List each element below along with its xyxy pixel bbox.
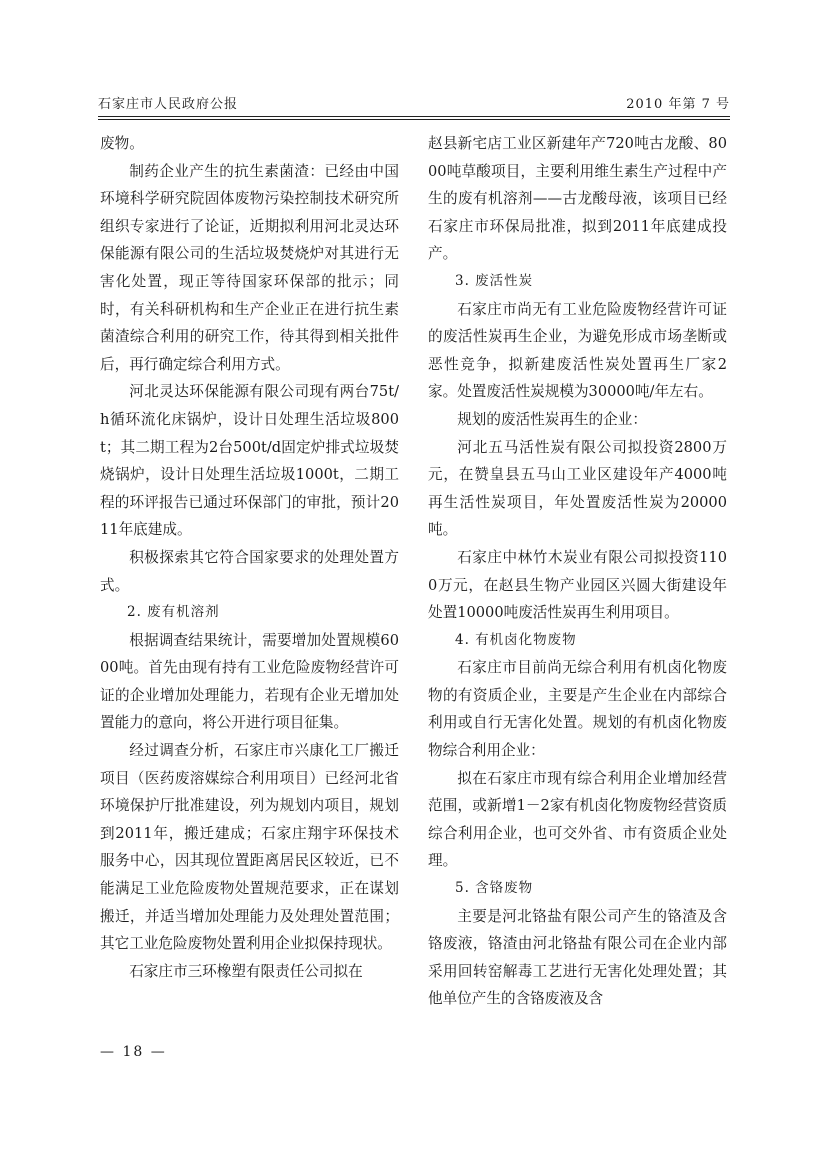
paragraph: 河北五马活性炭有限公司拟投资2800万元，在赞皇县五马山工业区建设年产4000吨再生活性炭项目，年处置废活性炭为20000吨。 (428, 438, 727, 539)
left-column (100, 130, 399, 985)
header-rule-thick (98, 116, 730, 117)
right-column (428, 130, 727, 1013)
paragraph: 石家庄中林竹木炭业有限公司拟投资1100万元，在赵县生物产业园区兴圆大街建设年处置10000吨废活性炭再生利用项目。 (428, 548, 727, 622)
paragraph: 石家庄市目前尚无综合利用有机卤化物废物的有资质企业，主要是产生企业在内部综合利用或自行无害化处置。规划的有机卤化物废物综合利用企业： (428, 659, 727, 760)
paragraph: 拟在石家庄市现有综合利用企业增加经营范围，或新增1－2家有机卤化物废物经营资质综合利用企业，也可交外省、市有资质企业处理。 (428, 769, 727, 870)
publication-title: 石家庄市人民政府公报 (98, 97, 239, 112)
page-header (98, 93, 730, 115)
paragraph: 石家庄市三环橡塑有限责任公司拟在 (129, 962, 363, 980)
section-heading: 2. 废有机溶剂 (127, 604, 220, 621)
section-heading: 5. 含铬废物 (455, 880, 534, 897)
page-number: — 18 — (100, 1044, 167, 1060)
header-rule-thin (98, 119, 730, 120)
paragraph: 根据调查结果统计，需要增加处置规模6000吨。首先由现有持有工业危险废物经营许可证的企业增加处理能力，若现有企业无增加处置能力的意向，将公开进行项目征集。 (100, 631, 399, 732)
paragraph: 规划的废活性炭再生的企业： (457, 410, 647, 428)
paragraph: 积极探索其它符合国家要求的处理处置方式。 (100, 548, 399, 594)
section-heading: 3. 废活性炭 (455, 272, 534, 289)
paragraph: 经过调查分析，石家庄市兴康化工厂搬迁项目（医药废溶媒综合利用项目）已经河北省环境保护厅批准建设，列为规划内项目，规划到2011年，搬迁建成；石家庄翔宇环保技术服务中心，因其现位置距离居民区较近，已不能满足工业危险废物处置规范要求，正在谋划搬迁，并适当增加处理能力及处理处置范围；其它工业危险废物处置利用企业拟保持现状。 (100, 742, 399, 953)
issue-number: 2010 年第 7 号 (626, 97, 730, 112)
paragraph: 河北灵达环保能源有限公司现有两台75t/h循环流化床锅炉，设计日处理生活垃圾800t；其二期工程为2台500t/d固定炉排式垃圾焚烧锅炉，设计日处理生活垃圾1000t，二期工程的环评报告已通过环保部门的审批，预计2011年底建成。 (100, 383, 399, 539)
paragraph: 制药企业产生的抗生素菌渣：已经由中国环境科学研究院固体废物污染控制技术研究所组织专家进行了论证，近期拟利用河北灵达环保能源有限公司的生活垃圾焚烧炉对其进行无害化处置，现正等待国家环保部的批示；同时，有关科研机构和生产企业正在进行抗生素菌渣综合利用的研究工作，待其得到相关批件后，再行确定综合利用方式。 (100, 162, 399, 373)
paragraph: 赵县新宅店工业区新建年产720吨古龙酸、8000吨草酸项目，主要利用维生素生产过程中产生的废有机溶剂——古龙酸母液，该项目已经石家庄市环保局批准，拟到2011年底建成投产。 (428, 135, 727, 263)
paragraph: 废物。 (100, 135, 144, 152)
section-heading: 4. 有机卤化物废物 (455, 631, 577, 648)
paragraph: 主要是河北铬盐有限公司产生的铬渣及含铬废液，铬渣由河北铬盐有限公司在企业内部采用回转窑解毒工艺进行无害化处理处置；其他单位产生的含铬废液及含 (428, 907, 727, 1008)
paragraph: 石家庄市尚无有工业危险废物经营许可证的废活性炭再生企业，为避免形成市场垄断或恶性竞争，拟新建废活性炭处置再生厂家2家。处置废活性炭规模为30000吨/年左右。 (428, 300, 727, 401)
